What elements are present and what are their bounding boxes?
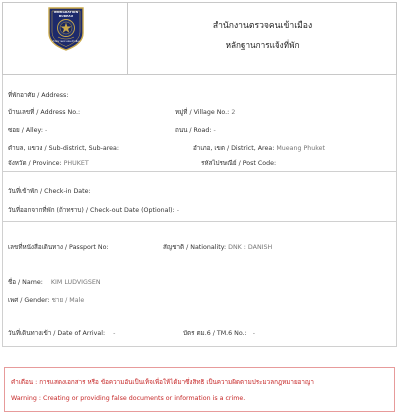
- warning-text-en: Warning : Creating or providing false documents or information is a crime.: [11, 395, 246, 402]
- road-value: -: [213, 127, 216, 134]
- immigration-badge-logo: [48, 7, 84, 51]
- document-header: [2, 2, 397, 75]
- gender-label: เพศ / Gender:: [8, 297, 50, 304]
- warning-text-th: คำเตือน : การแสดงเอกสาร หรือ ข้อความอันเป็นเท็จเพื่อให้ได้มาซึ่งสิทธิ เป็นความผิดตามประมวลกฎหมายอาญา: [11, 379, 314, 386]
- arrival-value: -: [113, 330, 116, 337]
- checkin-field: [8, 186, 91, 196]
- province-label: จังหวัด / Province:: [8, 160, 62, 167]
- checkout-field: [8, 205, 179, 215]
- name-value: KIM LUDVIGSEN: [50, 279, 101, 286]
- district-field: [193, 143, 325, 153]
- name-field: [8, 277, 101, 287]
- stay-dates-section: [2, 172, 397, 222]
- name-label: ชื่อ / Name:: [8, 279, 43, 286]
- checkout-label: วันที่ออกจากที่พัก (ถ้าทราบ) / Check-out Date (Optional):: [8, 207, 175, 214]
- house-no-field: [8, 107, 80, 117]
- province-value: PHUKET: [63, 160, 89, 167]
- road-label: ถนน / Road:: [175, 127, 212, 134]
- document-title: สำนักงานตรวจคนเข้าเมือง: [212, 21, 313, 31]
- tm6-field: [183, 328, 255, 338]
- village-label: หมู่ที่ / Village No.:: [175, 109, 230, 116]
- subdistrict-field: [8, 143, 119, 153]
- alley-field: [8, 125, 47, 135]
- postcode-field: [201, 158, 276, 168]
- badge-top-text: IMMIGRATION BUREAU: [53, 10, 79, 18]
- passport-field: [8, 242, 109, 252]
- warning-box: [4, 367, 395, 412]
- logo-cell: [3, 3, 128, 74]
- alley-label: ซอย / Alley:: [8, 127, 43, 134]
- postcode-label: รหัสไปรษณีย์ / Post Code:: [201, 160, 277, 167]
- subdistrict-label: ตำบล, แขวง / Sub-district, Sub-area:: [8, 145, 120, 152]
- badge-bottom-text: สำนักงานตรวจคนเข้าเมือง: [52, 40, 80, 43]
- alley-value: -: [44, 127, 48, 134]
- tm6-label: บัตร ตม.6 / TM.6 No.:: [183, 330, 247, 337]
- arrival-label: วันที่เดินทางเข้า / Date of Arrival:: [8, 330, 106, 337]
- district-label: อำเภอ, เขต / District, Area:: [193, 145, 275, 152]
- house-no-label: บ้านเลขที่ / Address No.:: [8, 109, 81, 116]
- tm6-value: -: [252, 330, 256, 337]
- nationality-value: DNK : DANISH: [228, 244, 273, 251]
- village-value: 2: [231, 109, 236, 116]
- nationality-field: [163, 242, 272, 252]
- document-subtitle: หลักฐานการแจ้งที่พัก: [225, 40, 300, 50]
- title-cell: [129, 3, 396, 74]
- passport-label: เลขที่หนังสือเดินทาง / Passport No:: [8, 244, 109, 251]
- notification-document: [2, 2, 397, 402]
- checkout-value: -: [176, 207, 180, 214]
- traveler-section: [2, 222, 397, 347]
- address-section: [2, 75, 397, 172]
- gender-value: ชาย / Male: [51, 297, 85, 304]
- address-heading: ที่พักอาศัย / Address:: [8, 92, 69, 99]
- arrival-field: [8, 328, 115, 338]
- checkin-label: วันที่เข้าพัก / Check-in Date:: [8, 188, 91, 195]
- gender-field: [8, 295, 84, 305]
- district-value: Mueang Phuket: [276, 145, 326, 152]
- province-field: [8, 158, 89, 168]
- village-field: [175, 107, 235, 117]
- nationality-label: สัญชาติ / Nationality:: [163, 244, 227, 251]
- road-field: [175, 125, 216, 135]
